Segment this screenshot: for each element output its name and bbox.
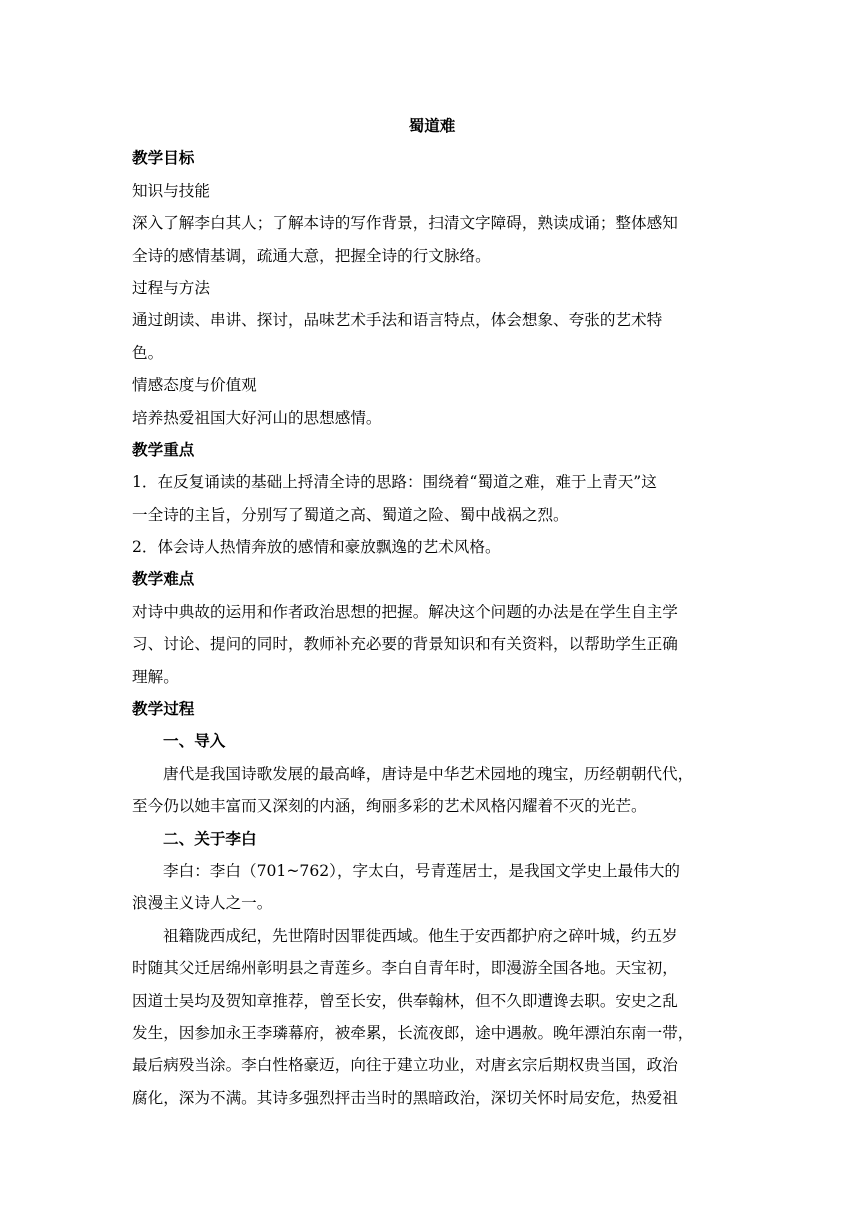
text-line: 发生，因参加永王李璘幕府，被牵累，长流夜郎，途中遇赦。晚年漂泊东南一带， (132, 1023, 694, 1042)
text-line: 知识与技能 (132, 181, 210, 200)
text-line: 时随其父迁居绵州彰明县之青莲乡。李白自青年时，即漫游全国各地。天宝初， (132, 959, 678, 978)
text-line: 理解。 (132, 667, 179, 686)
section-heading: 一、导入 (163, 731, 226, 751)
document-page (132, 110, 732, 1114)
text-line: 李白：李白（701~762），字太白，号青莲居士，是我国文学史上最伟大的 (163, 861, 681, 880)
section-heading: 二、关于李白 (163, 828, 257, 848)
section-heading: 教学重点 (132, 439, 195, 459)
text-line: 最后病殁当涂。李白性格豪迈，向往于建立功业，对唐玄宗后期权贵当国，政治 (132, 1056, 678, 1075)
text-line: 浪漫主义诗人之一。 (132, 894, 273, 913)
text-line: 腐化，深为不满。其诗多强烈抨击当时的黑暗政治，深切关怀时局安危，热爱祖 (132, 1088, 678, 1107)
text-line: 唐代是我国诗歌发展的最高峰，唐诗是中华艺术园地的瑰宝，历经朝朝代代， (163, 764, 694, 783)
text-line: 2．体会诗人热情奔放的感情和豪放飘逸的艺术风格。 (132, 538, 501, 557)
text-line: 通过朗读、串讲、探讨，品味艺术手法和语言特点，体会想象、夸张的艺术特 (132, 311, 663, 330)
text-line: 习、讨论、提问的同时，教师补充必要的背景知识和有关资料，以帮助学生正确 (132, 635, 678, 654)
text-line: 培养热爱祖国大好河山的思想感情。 (132, 408, 382, 427)
text-line: 祖籍陇西成纪，先世隋时因罪徙西域。他生于安西都护府之碎叶城，约五岁 (163, 926, 678, 945)
section-heading: 教学过程 (132, 699, 195, 719)
text-line: 1．在反复诵读的基础上捋清全诗的思路：围绕着“蜀道之难，难于上青天”这 (132, 473, 657, 492)
text-line: 至今仍以她丰富而又深刻的内涵，绚丽多彩的艺术风格闪耀着不灭的光芒。 (132, 797, 647, 816)
section-heading: 教学目标 (132, 148, 195, 168)
section-heading: 教学难点 (132, 569, 195, 589)
text-line: 过程与方法 (132, 278, 210, 297)
text-line: 情感态度与价值观 (132, 376, 257, 395)
text-line: 深入了解李白其人；了解本诗的写作背景，扫清文字障碍，熟读成诵；整体感知 (132, 214, 678, 233)
text-line: 色。 (132, 343, 164, 362)
text-line: 因道士吴均及贺知章推荐，曾至长安，供奉翰林，但不久即遭谗去职。安史之乱 (132, 991, 678, 1010)
document-title: 蜀道难 (408, 116, 456, 135)
text-line: 一全诗的主旨，分别写了蜀道之高、蜀道之险、蜀中战祸之烈。 (132, 505, 569, 524)
text-line: 对诗中典故的运用和作者政治思想的把握。解决这个问题的办法是在学生自主学 (132, 602, 678, 621)
text-line: 全诗的感情基调，疏通大意，把握全诗的行文脉络。 (132, 246, 491, 265)
